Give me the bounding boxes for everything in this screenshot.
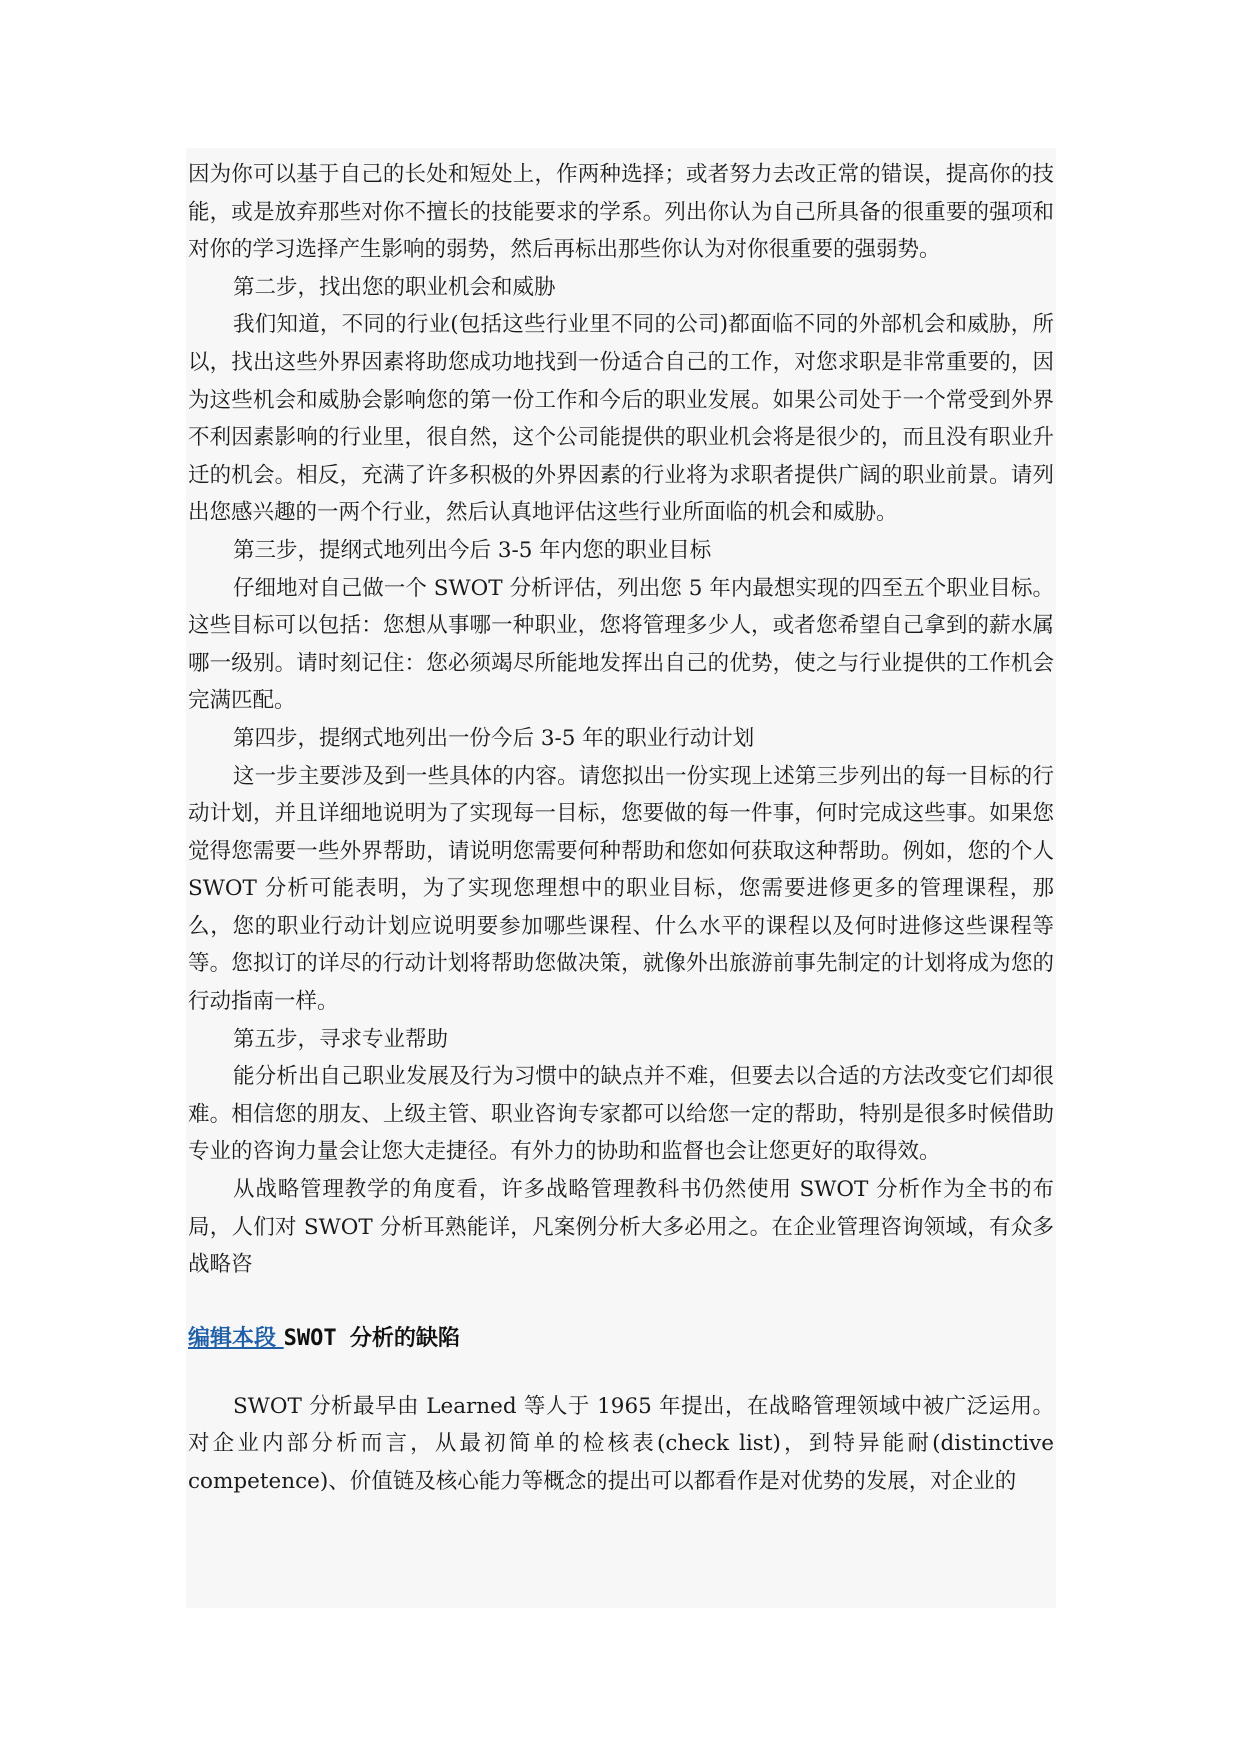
step-4-heading: 第四步，提纲式地列出一份今后 3-5 年的职业行动计划 bbox=[233, 725, 755, 751]
paragraph-career-goals: 仔细地对自己做一个 SWOT 分析评估，列出您 5 年内最想实现的四至五个职业目标。这些目标可以包括：您想从事哪一种职业，您将管理多少人，或者您希望自己拿到的薪水属哪一级别。请时刻记住：您必须竭尽所能地发挥出自己的优势，使之与行业提供的工作机会完满匹配。 bbox=[188, 575, 1054, 714]
step-3-heading: 第三步，提纲式地列出今后 3-5 年内您的职业目标 bbox=[233, 537, 712, 563]
paragraph-swot-origin: SWOT 分析最早由 Learned 等人于 1965 年提出，在战略管理领域中被广泛运用。对企业内部分析而言，从最初简单的检核表(check list)，到特异能耐(distinctive competence)、价值链及核心能力等概念的提出可以都看作是对优势的发展，对企业的 bbox=[188, 1393, 1054, 1494]
section-title: SWOT 分析的缺陷 bbox=[283, 1325, 460, 1351]
edit-section-link[interactable]: 编辑本段 bbox=[188, 1325, 284, 1351]
step-5-heading: 第五步，寻求专业帮助 bbox=[233, 1026, 449, 1052]
step-2-heading: 第二步，找出您的职业机会和威胁 bbox=[233, 274, 556, 300]
document-content bbox=[188, 156, 1054, 1501]
section-heading bbox=[188, 1324, 1054, 1354]
paragraph-strategic-teaching: 从战略管理教学的角度看，许多战略管理教科书仍然使用 SWOT 分析作为全书的布局，人们对 SWOT 分析耳熟能详，凡案例分析大多必用之。在企业管理咨询领域，有众多战略咨 bbox=[188, 1177, 1054, 1278]
paragraph-strengths-weaknesses: 因为你可以基于自己的长处和短处上，作两种选择；或者努力去改正常的错误，提高你的技能，或是放弃那些对你不擅长的技能要求的学系。列出你认为自己所具备的很重要的强项和对你的学习选择产生影响的弱势，然后再标出那些你认为对你很重要的强弱势。 bbox=[188, 162, 1054, 263]
paragraph-professional-help: 能分析出自己职业发展及行为习惯中的缺点并不难，但要去以合适的方法改变它们却很难。相信您的朋友、上级主管、职业咨询专家都可以给您一定的帮助，特别是很多时候借助专业的咨询力量会让您大走捷径。有外力的协助和监督也会让您更好的取得效。 bbox=[188, 1064, 1054, 1165]
paragraph-action-plan: 这一步主要涉及到一些具体的内容。请您拟出一份实现上述第三步列出的每一目标的行动计划，并且详细地说明为了实现每一目标，您要做的每一件事，何时完成这些事。如果您觉得您需要一些外界帮助，请说明您需要何种帮助和您如何获取这种帮助。例如，您的个人 SWOT 分析可能表明，为了实现您理想中的职业目标，您需要进修更多的管理课程，那么，您的职业行动计划应说明要参加哪些课程、什么水平的课程以及何时进修这些课程等等。您拟订的详尽的行动计划将帮助您做决策，就像外出旅游前事先制定的计划将成为您的行动指南一样。 bbox=[188, 763, 1054, 1015]
paragraph-opportunities-threats: 我们知道，不同的行业(包括这些行业里不同的公司)都面临不同的外部机会和威胁，所以，找出这些外界因素将助您成功地找到一份适合自己的工作，对您求职是非常重要的，因为这些机会和威胁会影响您的第一份工作和今后的职业发展。如果公司处于一个常受到外界不利因素影响的行业里，很自然，这个公司能提供的职业机会将是很少的，而且没有职业升迁的机会。相反，充满了许多积极的外界因素的行业将为求职者提供广阔的职业前景。请列出您感兴趣的一两个行业，然后认真地评估这些行业所面临的机会和威胁。 bbox=[188, 312, 1054, 526]
